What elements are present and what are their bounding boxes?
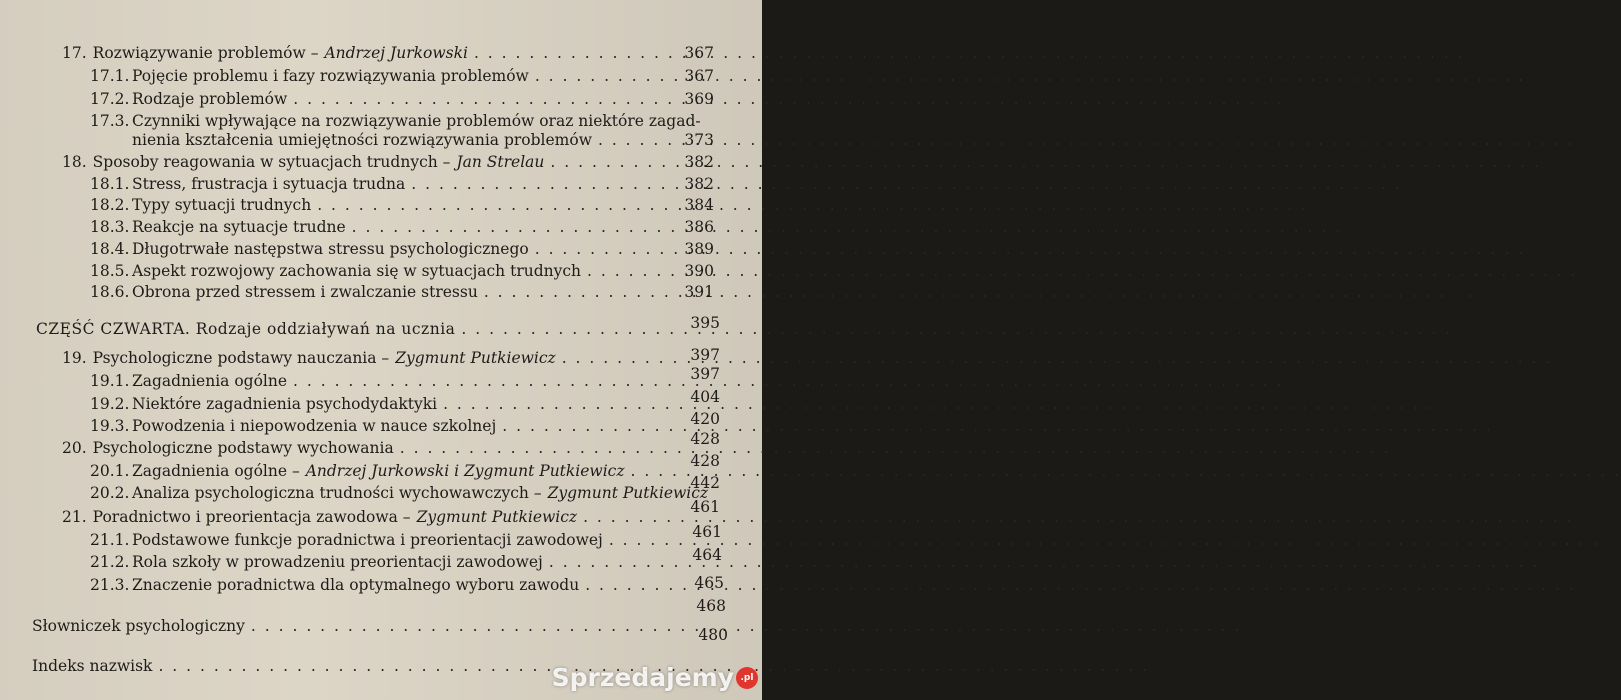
toc-entry-number: 20.2. [90, 484, 130, 502]
watermark-text: Sprzedajemy [551, 663, 734, 692]
toc-entry-author: Andrzej Jurkowski [324, 44, 468, 62]
dot-leader [585, 574, 1576, 596]
toc-page-number: 428 [690, 452, 720, 470]
toc-page-number: 465 [694, 574, 724, 592]
dot-leader [583, 506, 1574, 528]
toc-entry-number: 18.5. [90, 262, 130, 280]
dot-leader [251, 615, 1242, 637]
dot-leader [609, 529, 1600, 551]
toc-entry-title: Niektóre zagadnienia psychodydaktyki [132, 395, 438, 413]
toc-page-number: 391 [684, 283, 714, 301]
toc-entry-title: Zagadnienia ogólne – [132, 462, 300, 480]
toc-entry-title: Znaczenie poradnictwa dla optymalnego wyboru zawodu [132, 576, 580, 594]
toc-part-heading [36, 318, 678, 340]
toc-entry-section [90, 482, 709, 504]
toc-entry-title: Indeks nazwisk [32, 657, 153, 675]
toc-entry-author: Jan Strelau [456, 153, 545, 171]
dot-leader [400, 437, 1391, 459]
toc-entry-title: Czynniki wpływające na rozwiązywanie problemów oraz niektóre zagad- [132, 112, 701, 130]
toc-entry-author: Zygmunt Putkiewicz [395, 349, 556, 367]
toc-entry-number: 19.1. [90, 372, 130, 390]
dot-leader [631, 460, 1621, 482]
dot-leader [484, 281, 1475, 303]
dot-leader [293, 88, 1284, 110]
toc-page-number: 389 [684, 240, 714, 258]
toc-entry-section [90, 260, 674, 282]
toc-entry-title: Sposoby reagowania w sytuacjach trudnych – [92, 153, 451, 171]
toc-entry-number: 19.3. [90, 417, 130, 435]
toc-entry-title: Obrona przed stressem i zwalczanie stressu [132, 283, 478, 301]
toc-entry-number: 21. [62, 508, 87, 526]
toc-entry-number: 18.6. [90, 283, 130, 301]
toc-page-number: 464 [692, 546, 722, 564]
toc-entry-title: Rozwiązywanie problemów – [92, 44, 319, 62]
toc-entry-number: 21.2. [90, 553, 130, 571]
toc-page-number: 404 [690, 388, 720, 406]
toc-page-number: 468 [696, 597, 726, 615]
toc-page-number: 382 [684, 153, 714, 171]
toc-page-number: 367 [684, 44, 714, 62]
toc-entry-title: Podstawowe funkcje poradnictwa i preorientacji zawodowej [132, 531, 603, 549]
toc-entry-title: Rodzaje problemów [132, 90, 288, 108]
toc-entry-title: Stress, frustracja i sytuacja trudna [132, 175, 406, 193]
toc-page-number: 390 [684, 262, 714, 280]
toc-entry-section [90, 529, 674, 551]
toc-entry-section [90, 173, 674, 195]
toc-page-number: 384 [684, 196, 714, 214]
toc-entry-continuation [132, 129, 674, 151]
toc-entry-number: 21.1. [90, 531, 130, 549]
toc-entry-number: 19. [62, 349, 87, 367]
toc-entry-section [90, 216, 674, 238]
dot-leader [598, 129, 1589, 151]
toc-entry-section [90, 460, 678, 482]
watermark-badge: .pl [736, 667, 758, 689]
toc-entry-number: 18.4. [90, 240, 130, 258]
toc-entry-number: 18.2. [90, 196, 130, 214]
toc-entry-title: CZĘŚĆ CZWARTA. Rodzaje oddziaływań na ucznia [36, 320, 456, 338]
toc-entry-title: nienia kształcenia umiejętności rozwiązywania problemów [132, 131, 592, 149]
dot-leader [443, 393, 1434, 415]
toc-page-number: 461 [692, 523, 722, 541]
dot-leader [587, 260, 1578, 282]
toc-entry-title: Psychologiczne podstawy nauczania – [92, 349, 390, 367]
toc-entry-chapter [62, 506, 674, 528]
toc-entry-section [90, 65, 674, 87]
book-page [0, 0, 762, 700]
dot-leader [502, 415, 1493, 437]
toc-page-number: 373 [684, 131, 714, 149]
toc-entry-author: Zygmunt Putkiewicz [416, 508, 578, 526]
toc-entry-section [90, 415, 674, 437]
toc-entry-section [90, 551, 674, 573]
toc-entry-section [90, 574, 676, 596]
toc-entry-author: Zygmunt Putkiewicz [547, 484, 709, 502]
toc-entry-chapter [62, 347, 674, 369]
toc-entry-title: Poradnictwo i preorientacja zawodowa – [92, 508, 411, 526]
toc-entry-title: Pojęcie problemu i fazy rozwiązywania problemów [132, 67, 529, 85]
toc-entry-title: Rola szkoły w prowadzeniu preorientacji zawodowej [132, 553, 543, 571]
toc-entry-title: Długotrwałe następstwa stressu psychologicznego [132, 240, 529, 258]
toc-entry-backmatter [32, 615, 680, 637]
toc-entry-section [90, 238, 674, 260]
toc-entry-chapter [62, 151, 674, 173]
toc-page-number: 386 [684, 218, 714, 236]
toc-entry-number: 18.1. [90, 175, 130, 193]
toc-entry-number: 20.1. [90, 462, 130, 480]
toc-page-number: 480 [698, 626, 728, 644]
toc-entry-chapter [62, 437, 674, 459]
toc-entry-section [90, 393, 674, 415]
dot-leader [293, 370, 1284, 392]
toc-entry-number: 19.2. [90, 395, 130, 413]
toc-entry-title: Powodzenia i niepowodzenia w nauce szkolnej [132, 417, 497, 435]
toc-entry-number: 20. [62, 439, 87, 457]
sprzedajemy-watermark [552, 663, 758, 692]
toc-entry-title: Aspekt rozwojowy zachowania się w sytuacjach trudnych [132, 262, 582, 280]
toc-page-number: 397 [690, 346, 720, 364]
toc-entry-author: Andrzej Jurkowski i Zygmunt Putkiewicz [305, 462, 625, 480]
toc-page-number: 442 [690, 474, 720, 492]
toc-entry-number: 18. [62, 153, 87, 171]
toc-entry-number: 17.3. [90, 112, 130, 130]
dot-leader [352, 216, 1343, 238]
toc-entry-title: Analiza psychologiczna trudności wychowawczych – [132, 484, 542, 502]
toc-entry-number: 17. [62, 44, 87, 62]
toc-page-number: 461 [690, 498, 720, 516]
toc-page-number: 382 [684, 175, 714, 193]
toc-page-number: 428 [690, 430, 720, 448]
toc-page-number: 369 [684, 90, 714, 108]
toc-entry-section [90, 281, 674, 303]
toc-entry-section [90, 194, 674, 216]
toc-entry-title: Zagadnienia ogólne [132, 372, 288, 390]
toc-entry-title: Psychologiczne podstawy wychowania [92, 439, 394, 457]
dot-leader [411, 173, 1402, 195]
toc-page-number: 367 [684, 67, 714, 85]
toc-entry-section [90, 88, 674, 110]
toc-entry-chapter [62, 42, 674, 64]
toc-entry-title: Typy sytuacji trudnych [132, 196, 312, 214]
toc-entry-number: 21.3. [90, 576, 130, 594]
toc-entry-number: 18.3. [90, 218, 130, 236]
dot-leader [461, 318, 1452, 340]
toc-page-number: 397 [690, 365, 720, 383]
toc-entry-number: 17.1. [90, 67, 130, 85]
dot-leader [317, 194, 1308, 216]
toc-entry-section [90, 370, 674, 392]
toc-entry-title: Słowniczek psychologiczny [32, 617, 245, 635]
toc-page-number: 395 [690, 314, 720, 332]
toc-entry-title: Reakcje na sytuacje trudne [132, 218, 346, 236]
toc-entry-number: 17.2. [90, 90, 130, 108]
toc-page-number: 420 [690, 410, 720, 428]
dot-leader [474, 42, 1465, 64]
